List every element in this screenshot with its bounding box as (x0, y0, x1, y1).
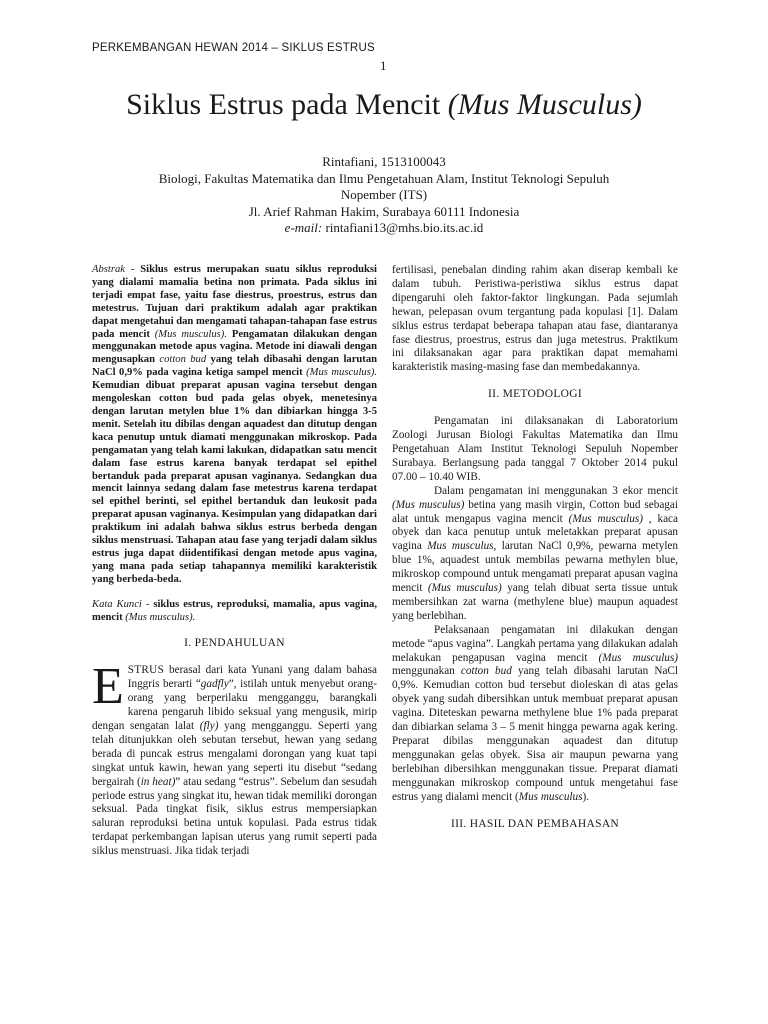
section-heading-hasil: III. HASIL DAN PEMBAHASAN (450, 817, 620, 830)
method-paragraph-1: Pengamatan ini dilaksanakan di Laboratorium Zoologi Jurusan Biologi Fakultas Matematika dan Ilmu Pengetahuan Alam Institut Teknologi Sepuluh Nopember Surabaya. Berlangsung pada tanggal 7 Oktober 2014 pukul 07.00 – 10.40 WIB. (392, 415, 678, 483)
page-number: 1 (380, 58, 387, 73)
abstract-text: Kemudian dibuat preparat apusan vagina tersebut dengan mengoleskan cotton bud pada gelas obyek, menetesinya dengan larutan metylen blue 1% dan dibiarkan hingga 3-5 menit. Setelah itu dibilas dengan aquadest dan ditutup dengan kaca penutup untuk diamati menggunakan mikroskop. Pada pengamatan yang telah kami lakukan, didapatkan satu mencit dalam fase estrus karena banyak terdapat sel epithel bertanduk pada preparat apusan vaginanya. Sedangkan dua mencit lainnya sedang dalam fase metestrus karena terdapat sel epithel berinti, sel epithel bertanduk dan leukosit pada preparat apusan vaginanya. Kesimpulan yang didapatkan dari praktikum ini adalah bahwa siklus estrus berbeda dengan siklus menstruasi. Tahapan atau fase yang terjadi dalam siklus estrus juga dapat diidentifikasi dengan metode apus vagina, yang mana pada setiap tahapannya memiliki karakteristik yang berbeda-beda. (92, 380, 377, 585)
author-affiliation: Biologi, Fakultas Matematika dan Ilmu Pengetahuan Alam, Institut Teknologi Sepuluh Nopember (ITS) (158, 170, 610, 202)
method-text: , kaca obyek dan kaca penutup untuk meletakkan preparat apusan vagina (392, 512, 678, 553)
method-text: menggunakan (392, 665, 461, 678)
method-paragraph-3 (392, 624, 678, 805)
method-text: yang telah dibasahi larutan NaCl 0,9%. Kemudian cotton bud tersebut dioleskan di atas gelas obyek yang sudah dibersihkan untuk membuat preparat apusan vagina. Diteteskan pewarna methylene blue 1% pada preparat dan dibiarkan selama 3 – 5 menit hingga pewarna agak kering. Preparat dibilas menggunakan aquadest dan ditutup menggunakan gelas obyek. Sisa air maupun pewarna yang berlebihan dibersihkan menggunakan tissue. Preparat diamati menggunakan mikroskop compound untuk mengetahui fase estrus yang dialami mencit ( (392, 665, 678, 803)
abstract-italic: cotton bud (159, 354, 207, 366)
author-email[interactable]: rintafiani13@mhs.bio.its.ac.id (325, 220, 484, 235)
right-column (392, 264, 678, 844)
abstract-body (92, 264, 377, 585)
method-italic: Mus musculus (518, 790, 583, 803)
method-text: ). (582, 790, 590, 803)
intro-continuation: fertilisasi, penebalan dinding rahim akan diserap kembali ke dalam tubuh. Peristiwa-peristiwa siklus estrus dapat dipengaruhi oleh faktor-faktor lingkungan. Pada sejumlah hewan, pelepasan ovum tergantung pada kopulasi [1]. Dalam siklus estrus terdapat beberapa tahapan atau fase, diantaranya fase diestrus, proestrus, estrus dan juga metestrus. Praktikum ini dilaksanakan agar para praktikan dapat memahami karakteristik masing-masing fase dan membedakannya. (392, 264, 678, 374)
keywords-body: siklus estrus, reproduksi, mamalia, apus vagina, mencit (92, 598, 377, 623)
abstract (92, 264, 377, 587)
author-email-line (150, 220, 618, 237)
abstract-italic: (Mus musculus). (306, 367, 377, 379)
author-address: Jl. Arief Rahman Hakim, Surabaya 60111 Indonesia (248, 203, 520, 219)
method-text: Pelaksanaan pengamatan ini dilakukan dengan metode “apus vagina”. Langkah pertama yang dilakukan adalah melakukan pengapusan vagina mencit (392, 623, 678, 664)
abstract-text: Pengamatan dilakukan dengan menggunakan metode apus vagina. Metode ini diawali dengan mengusapkan (92, 328, 378, 366)
abstract-label: Abstrak (92, 264, 125, 275)
title-italic: (Mus Musculus) (447, 88, 642, 121)
title-main: Siklus Estrus pada Mencit (126, 88, 448, 121)
method-italic: Mus musculus (427, 540, 494, 553)
intro-italic: (fly) (199, 720, 219, 732)
intro-text: yang mengganggu. Seperti yang telah ditunjukkan oleh sebutan tersebut, hewan yang sedang berada di puncak estrus mengalami dorongan yang kuat tapi singkat untuk kawin, hewan yang seperti itu disebut “sedang bergairah ( (92, 720, 377, 788)
abstract-text: yang telah dibasahi dengan larutan NaCl 0,9% pada vagina ketiga sampel mencit (92, 354, 378, 379)
intro-italic: gadfly (200, 678, 229, 691)
method-text: betina yang masih virgin, Cotton bud sebagai alat untuk mengapus vagina mencit (392, 498, 678, 525)
author-name: Rintafiani, 1513100043 (322, 154, 446, 169)
intro-italic: in heat) (140, 775, 176, 788)
keywords-label: Kata Kunci (92, 598, 142, 610)
method-text: , larutan NaCl 0,9%, pewarna metylen blue 1%, aquadest untuk membilas pewarna methylen blue, mikroskop compound untuk mengamati preparat apusan vagina mencit (392, 540, 678, 595)
keywords (92, 599, 377, 625)
email-label: e-mail: (284, 220, 326, 235)
abstract-separator: - (124, 264, 141, 275)
method-italic: cotton bud (460, 665, 512, 678)
keywords-italic: (Mus musculus). (125, 611, 196, 623)
intro-paragraph (92, 658, 378, 859)
intro-text: ” atau sedang “estrus”. Sebelum dan sesudah periode estrus yang singkat itu, hewan tidak memiliki dorongan seksual. Pada tingkat fisik, siklus estrus mempersiapkan saluran reproduksi betina untuk kopulasi. Pada estrus tidak terdapat perkembangan lapisan uterus yang rumit seperti pada siklus menstruasi. Jika tidak terjadi (92, 775, 377, 858)
drop-cap: E (92, 658, 124, 716)
abstract-italic: (Mus musculus). (154, 328, 227, 340)
method-italic: (Mus musculus) (598, 651, 678, 664)
intro-text: ”, istilah untuk menyebut orang-orang yang berperilaku mengganggu, barangkali karena pengaruh libido seksual yang mengusik, mirip dengan sengatan lalat (92, 678, 378, 732)
section-heading-metodologi: II. METODOLOGI (487, 388, 583, 401)
method-italic: (Mus musculus) (392, 498, 465, 511)
running-head: PERKEMBANGAN HEWAN 2014 – SIKLUS ESTRUS (92, 42, 375, 54)
intro-text: berasal dari kata Yunani yang dalam bahasa Inggris berarti “ (127, 664, 377, 691)
section-heading-pendahuluan: I. PENDAHULUAN (184, 637, 285, 650)
method-text: Dalam pengamatan ini menggunakan 3 ekor mencit (434, 484, 678, 497)
keywords-separator: - (141, 598, 154, 610)
method-italic: (Mus musculus) (427, 582, 502, 595)
paper-title (0, 88, 768, 122)
method-paragraph-2 (392, 485, 678, 624)
method-italic: (Mus musculus) (568, 512, 643, 525)
method-text: yang telah dibuat serta tissue untuk membersihkan zat warna (methylene blue) maupun aquadest yang berlebihan. (392, 582, 678, 622)
abstract-text: Siklus estrus merupakan suatu siklus reproduksi yang dialami mamalia betina non primata. Pada siklus ini terjadi empat fase, yaitu fase diestrus, proestrus, estrus dan metestrus. Tujuan dari praktikum adalah agar praktikan dapat mengetahui dan mengamati tahapan-tahapan fase estrus pada mencit (92, 264, 378, 340)
intro-first-word: STRUS (127, 664, 165, 677)
left-column (92, 264, 377, 859)
author-block (150, 154, 618, 237)
